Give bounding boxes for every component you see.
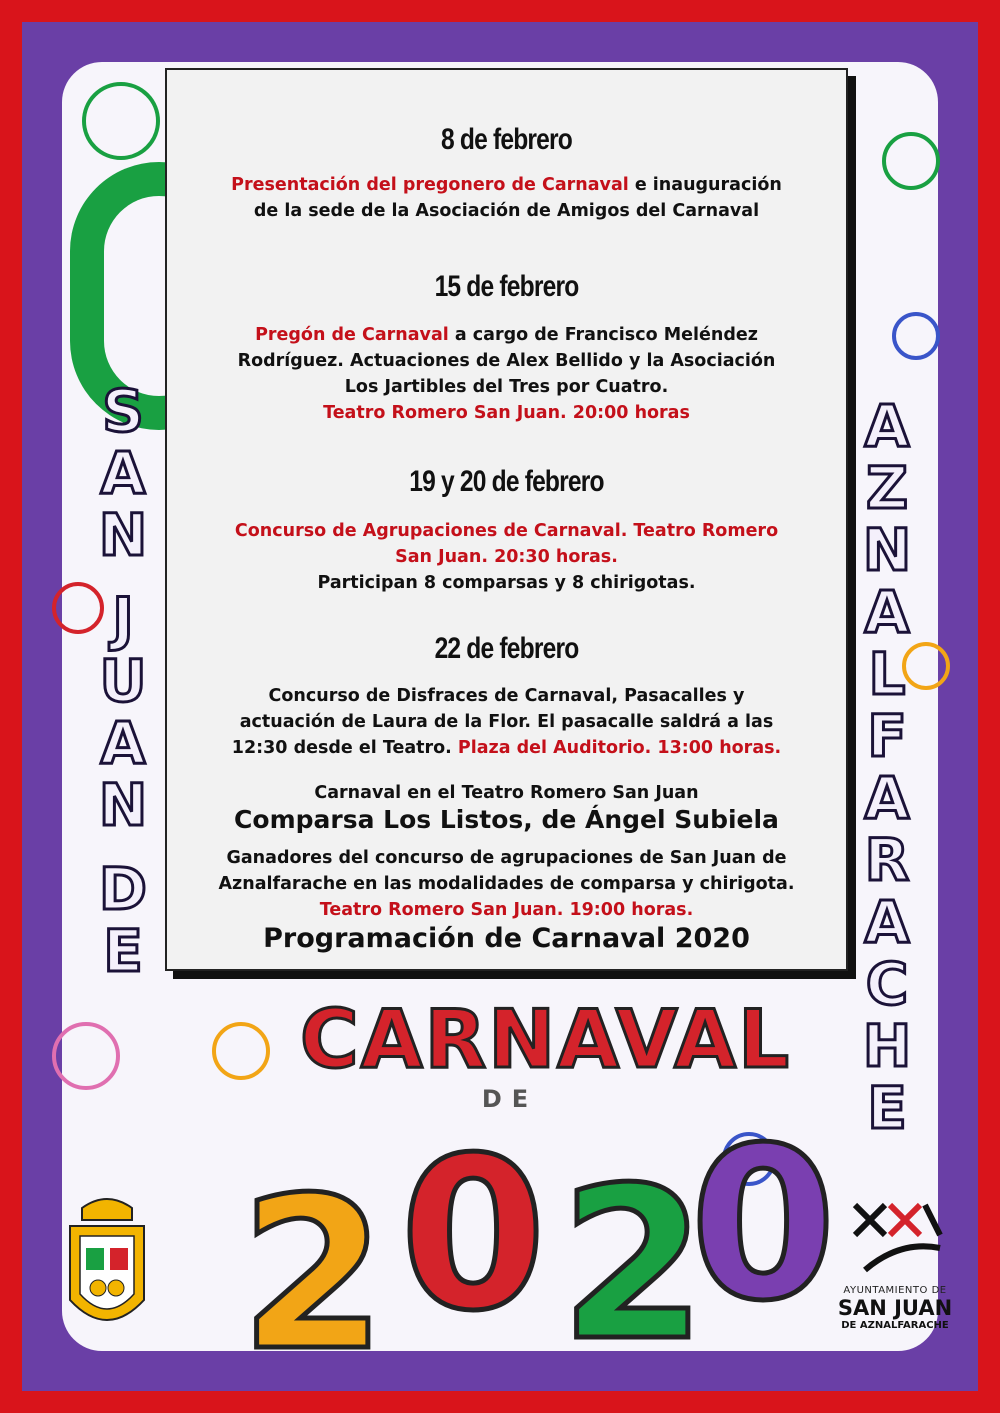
body-text: actuación de Laura de la Flor. El pasacalle saldrá a las xyxy=(239,712,774,732)
year-lettering xyxy=(240,1102,837,1397)
body-text: de la sede de la Asociación de Amigos del Carnaval xyxy=(253,201,760,221)
text-line xyxy=(187,198,826,224)
text-line xyxy=(187,709,826,735)
carnaval-word: CARNAVAL xyxy=(300,993,792,1086)
side-letter: A xyxy=(864,392,910,460)
text-line xyxy=(187,374,826,400)
text-line xyxy=(187,322,826,348)
text-line xyxy=(187,570,826,596)
event-description xyxy=(187,322,826,426)
text-line xyxy=(187,735,826,761)
text-line xyxy=(187,172,826,198)
body-text: Rodríguez. Actuaciones de Alex Bellido y la Asociación xyxy=(237,351,776,371)
side-word xyxy=(78,585,168,839)
ayuntamiento-emblem-icon xyxy=(840,1190,950,1280)
side-letter: E xyxy=(867,1074,907,1142)
side-text-san-juan-de xyxy=(78,377,168,1004)
body-text: 12:30 desde el Teatro. xyxy=(231,738,458,758)
body-text: Ganadores del concurso de agrupaciones de San Juan de xyxy=(226,848,787,868)
crest-icon xyxy=(62,1190,152,1345)
year-digit: 0 xyxy=(400,1112,547,1357)
doodle-circle xyxy=(882,132,940,190)
side-letter: L xyxy=(868,640,906,708)
text-line xyxy=(187,348,826,374)
year-digit: 2 xyxy=(240,1152,387,1397)
side-text-aznalfarache xyxy=(842,392,932,1161)
event-date: 15 de febrero xyxy=(434,270,579,303)
side-letter: Z xyxy=(865,454,909,522)
body-text: Concurso de Disfraces de Carnaval, Pasacalles y xyxy=(268,686,745,706)
side-letter: N xyxy=(862,516,912,584)
de-word: DE xyxy=(481,1085,539,1113)
text-line xyxy=(187,683,826,709)
highlight-text: San Juan. 20:30 horas. xyxy=(395,547,618,567)
ayuntamiento-logo xyxy=(835,1190,955,1350)
program-panel xyxy=(165,68,848,971)
event-date: 19 y 20 de febrero xyxy=(409,465,604,498)
program-title: Programación de Carnaval 2020 xyxy=(263,923,750,954)
event-date: 22 de febrero xyxy=(434,632,579,665)
side-letter: A xyxy=(100,709,146,777)
side-letter: N xyxy=(98,501,148,569)
side-letter: U xyxy=(99,647,147,715)
text-line xyxy=(187,400,826,426)
association-crest-logo xyxy=(62,1190,152,1345)
side-letter: F xyxy=(867,702,907,770)
highlight-text: Teatro Romero San Juan. 20:00 horas xyxy=(323,403,690,423)
side-letter: A xyxy=(864,888,910,956)
side-letter: E xyxy=(103,917,143,985)
highlight-text: Concurso de Agrupaciones de Carnaval. Teatro Romero xyxy=(234,521,779,541)
side-word xyxy=(78,377,168,569)
doodle-circle xyxy=(892,312,940,360)
side-letter: S xyxy=(102,377,144,445)
side-letter: A xyxy=(100,439,146,507)
side-letter: D xyxy=(98,855,148,923)
year-digit: 0 xyxy=(690,1102,837,1347)
highlight-text: Pregón de Carnaval xyxy=(255,325,449,345)
highlight-text: Plaza del Auditorio. 13:00 horas. xyxy=(457,738,782,758)
body-text: e inauguración xyxy=(628,175,782,195)
text-line xyxy=(179,845,834,871)
logo-line: AYUNTAMIENTO DE xyxy=(843,1285,947,1296)
text-line xyxy=(187,518,826,544)
logo-title: SAN JUAN xyxy=(837,1296,953,1320)
side-letter: N xyxy=(98,771,148,839)
side-word xyxy=(842,392,932,1142)
body-text: Los Jartibles del Tres por Cuatro. xyxy=(344,377,669,397)
event-description xyxy=(187,518,826,596)
special-description xyxy=(179,845,834,923)
year-digit: 2 xyxy=(560,1142,707,1387)
body-text: Aznalfarache en las modalidades de comparsa y chirigota. xyxy=(218,874,795,894)
event-date: 8 de febrero xyxy=(441,123,572,156)
carnaval-lettering xyxy=(300,993,792,1113)
doodle-circle xyxy=(82,82,160,160)
side-letter: R xyxy=(864,826,910,894)
event-description xyxy=(187,172,826,224)
highlight-text: Presentación del pregonero de Carnaval xyxy=(231,175,629,195)
side-letter: C xyxy=(865,950,909,1018)
side-word xyxy=(78,855,168,985)
body-text: Participan 8 comparsas y 8 chirigotas. xyxy=(317,573,696,593)
logo-line: DE AZNALFARACHE xyxy=(841,1320,949,1331)
side-letter: J xyxy=(112,585,134,653)
highlight-text: Teatro Romero San Juan. 19:00 horas. xyxy=(319,900,694,920)
side-letter: H xyxy=(862,1012,912,1080)
special-headline: Comparsa Los Listos, de Ángel Subiela xyxy=(234,805,779,834)
text-line xyxy=(179,871,834,897)
event-description xyxy=(187,683,826,761)
special-intro: Carnaval en el Teatro Romero San Juan xyxy=(314,783,699,803)
doodle-circle xyxy=(52,1022,120,1090)
text-line xyxy=(187,544,826,570)
side-letter: A xyxy=(864,578,910,646)
doodle-circle xyxy=(212,1022,270,1080)
body-text: a cargo de Francisco Meléndez xyxy=(448,325,758,345)
text-line xyxy=(179,897,834,923)
side-letter: A xyxy=(864,764,910,832)
